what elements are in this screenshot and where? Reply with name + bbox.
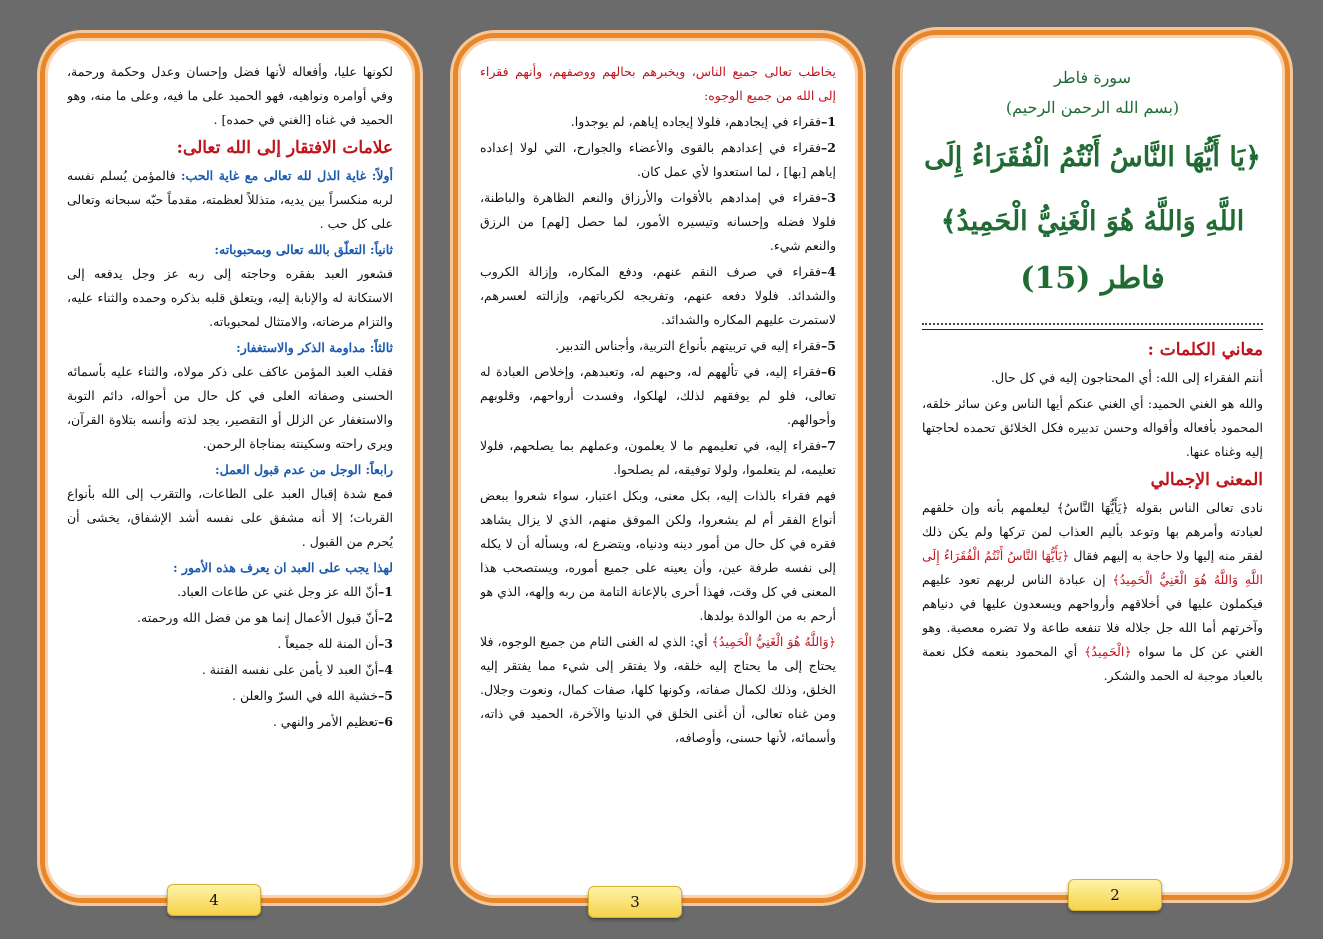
list-item-number: 2– [821,140,836,155]
list-item [480,110,836,134]
dotted-divider [922,321,1263,325]
verse-reference: فاطر (15) [1020,261,1165,296]
summary-text-2: إن عبادة الناس لربهم تعود عليهم فيكملون عليها في أخلاقهم وأرواحهم ويسعدون عليها في دنياهم وآخرتهم أما الله جل جلاله فلا تنفعه طاعة ولا تضره معصية. وهو الغني عن كل ما سواه [922,572,1263,659]
list-item-text: خشية الله في السرّ والعلن . [232,688,379,703]
list-item [67,710,393,734]
page-2-content [922,57,1263,865]
list-item [67,606,393,630]
summary-paragraph [922,496,1263,688]
signs-heading: علامات الافتقار إلى الله تعالى: [176,138,393,158]
summary-quote: ﴿يَأَيُّهَا النَّاسُ أَنْتُمُ الْفُقَرَاءُ إِلَى اللَّهِ وَاللَّهُ هُوَ الْغَنِيُّ الْحَمِيدُ﴾ [922,548,1263,587]
top-paragraph: لكونها عليا، وأفعاله لأنها فضل وإحسان وعدل وحكمة ورحمة، وفي أوامره ونواهيه، فهو الحميد على ما فيه، وعلى ما منه، وهو الحميد في غناه [الغني في حمده] . [67,64,393,127]
page-number-2: 2 [1068,879,1162,911]
list-item-number: 3– [378,636,393,651]
list-item-number: 1– [378,584,393,599]
solid-divider [922,329,1263,330]
sign-4-title: رابعاً: الوجل من عدم قبول العمل: [214,462,393,477]
paragraph-1: فهم فقراء بالذات إليه، بكل معنى، وبكل اعتبار، سواء شعروا ببعض أنواع الفقر أم لم يشعروا، ولكن الموفق منهم، الذي لا يزال يشاهد فقره في كل حال من أمور دينه ودنياه، ويتضرع له، ويسأله أن لا يكله إلى نفسه طرفة عين، وأن يعينه على جميع أموره، ويستصحب هذا المعنى في كل وقت، فهذا أحرى بالإعانة التامة من ربه وإلهه، الذي هو أرحم به من الوالدة بولدها. [480,488,836,623]
basmala: (بسم الله الرحمن الرحيم) [1005,98,1180,117]
list-item [67,658,393,682]
sign-2-text: فشعور العبد بفقره وحاجته إلى ربه عز وجل يدفعه إلى الاستكانة له والإنابة إليه، ويتعلق قلبه بذكره وحمده والثناء عليه، والتزام مرضاته، والامتثال لمحبوباته. [67,266,393,329]
summary-text-3: أي المحمود بنعمه فكل نعمة بالعباد موجبة له الحمد والشكر. [922,644,1263,683]
list-item-text: فقراء في صرف النقم عنهم، ودفع المكاره، وإزالة الكروب والشدائد. فلولا دفعه عنهم، وتفريجه لكرباتهم، وإزالته لعسرهم، لاستمرت عليهم المكاره والشدائد. [480,264,836,327]
must-know-title: لهذا يجب على العبد ان يعرف هذه الأمور : [172,560,393,575]
sign-3-text: فقلب العبد المؤمن عاكف على ذكر مولاه، والثناء عليه بأسمائه الحسنى وصفاته العلى في كل حال من أحواله، دائم التوبة والاستغفار عن الزلل أو التقصير، يجد لذته وأنسه بتلاوة القرآن، ويرى راحته وسكينته بمناجاة الرحمن. [67,364,393,451]
list-item-text: فقراء إليه، في تألههم له، وحبهم له، وتعبدهم، وإخلاص العبادة له تعالى، فلو لم يوفقهم لذلك، لهلكوا، وفسدت أرواحهم، وقلوبهم وأحوالهم. [480,364,836,427]
list-item-number: 7– [821,438,836,453]
list-item-number: 4– [821,264,836,279]
list-item [480,186,836,258]
list-item-number: 5– [378,688,393,703]
sign-1 [67,164,393,236]
words-heading: معاني الكلمات : [1147,340,1263,360]
list-item-text: أنّ الله عز وجل غني عن طاعات العباد. [176,584,379,599]
list-item-text: تعظيم الأمر والنهي . [272,714,379,729]
words-paragraph-2: والله هو الغني الحميد: أي الغني عنكم أيها الناس وعن سائر خلقه، المحمود بأفعاله وأقواله وحسن تدبيره فكل الخلائق تحمده لحاجتها إليه وغناه عنها. [922,396,1263,459]
list-item [67,632,393,656]
page-2-panel [895,30,1290,900]
list-item-text: فقراء في إيجادهم، فلولا إيجاده إياهم، لم يوجدوا. [570,114,822,129]
list-item-text: فقراء في إمدادهم بالأقوات والأرزاق والنعم الظاهرة والباطنة، فلولا فضله وإحسانه وتيسيره الأمور، لما حصل [لهم] من الرزق والنعم شيء. [480,190,836,253]
list-item-number: 3– [821,190,836,205]
surah-title: سورة فاطر [1054,68,1131,87]
sign-3-title: ثالثاً: مداومة الذكر والاستغفار: [236,340,393,355]
list-item-text: فقراء إليه، في تعليمهم ما لا يعلمون، وعملهم بما يصلحهم، فلولا تعليمه، لم يتعلموا، ولولا توفيقه، لم يصلحوا. [480,438,836,477]
page-4-panel [40,33,420,903]
list-item-number: 6– [821,364,836,379]
verse-line-2: اللَّهِ وَاللَّهُ هُوَ الْغَنِيُّ الْحَمِيدُ﴾ [940,206,1245,237]
list-item [67,580,393,604]
list-item [480,360,836,432]
sign-1-title: أولاً: غاية الذل لله تعالى مع غاية الحب: [180,168,393,183]
page-3-panel [453,33,863,903]
list-item-number: 5– [821,338,836,353]
list-item-text: فقراء في إعدادهم بالقوى والأعضاء والجوارح، التي لولا إعداده إياهم [بها] ، لما استعدوا لأي عمل كان. [480,140,836,179]
list-item-number: 4– [378,662,393,677]
list-item-number: 2– [378,610,393,625]
sign-4-text: فمع شدة إقبال العبد على الطاعات، والتقرب إلى الله بأنواع القربات؛ إلا أنه مشفق على نفسه أشد الإشفاق، يخشى أن يُحرم من القبول . [67,486,393,549]
list-item [480,260,836,332]
list-item [67,684,393,708]
page-number-3: 3 [588,886,682,918]
sign-1-text: فالمؤمن يُسلم نفسه لربه منكسراً بين يديه، متذللاً لعظمته، مقدماً حبّه سبحانه وتعالى على كل حب . [67,168,393,231]
list-item-number: 6– [378,714,393,729]
page-4-content [67,60,393,868]
must-know-list [67,580,393,734]
paragraph-2 [480,630,836,750]
paragraph-2-text: أي: الذي له الغنى التام من جميع الوجوه، فلا يحتاج إلى ما يحتاج إليه خلقه، ولا يفتقر إلى شيء مما يفتقر إليه الخلق، وذلك لكمال صفاته، وكونها كلها، صفات كمال، ونعوت وجلال. ومن غناه تعالى، أن أغنى الخلق في الدنيا والآخرة، الحميد في ذاته، وأسمائه، لأنها حسنى، وأوصافه، [480,634,836,745]
verse-line-1: ﴿يَا أَيُّهَا النَّاسُ أَنْتُمُ الْفُقَرَاءُ إِلَى [924,142,1261,173]
page-3-content [480,60,836,868]
intro-text: يخاطب تعالى جميع الناس، ويخبرهم بحالهم ووصفهم، وأنهم فقراء إلى الله من جميع الوجوه: [480,64,836,103]
list-item-text: فقراء إليه في تربيتهم بأنواع التربية، وأجناس التدبير. [555,338,822,353]
words-paragraph-1: أنتم الفقراء إلى الله: أي المحتاجون إليه في كل حال. [991,370,1263,385]
needs-list [480,110,836,482]
summary-heading: المعنى الإجمالي [1150,470,1263,490]
sign-2-title: ثانياً: التعلّق بالله تعالى وبمحبوباته: [214,242,393,257]
list-item-text: أن المنة لله جميعاً . [277,636,379,651]
list-item [480,136,836,184]
list-item [480,334,836,358]
list-item-text: أنّ قبول الأعمال إنما هو من فضل الله ورحمته. [137,610,379,625]
list-item [480,434,836,482]
list-item-text: أنّ العبد لا يأمن على نفسه الفتنة . [201,662,379,677]
page-number-4: 4 [167,884,261,916]
list-item-number: 1– [821,114,836,129]
paragraph-2-quote: ﴿وَاللَّهُ هُوَ الْغَنِيُّ الْحَمِيدُ﴾ [711,634,836,649]
summary-text-1: نادى تعالى الناس بقوله ﴿يَأَيُّهَا النَّاسُ﴾ ليعلمهم بأنه وإن خلقهم لعبادته وأمرهم بها وتوعد بأليم العذاب لمن تركها ولم يكن ذلك لفقر منه إليها ولا حاجة به إليهم فقال [922,500,1263,563]
summary-quote-2: ﴿الْحَمِيدُ﴾ [1084,644,1132,659]
